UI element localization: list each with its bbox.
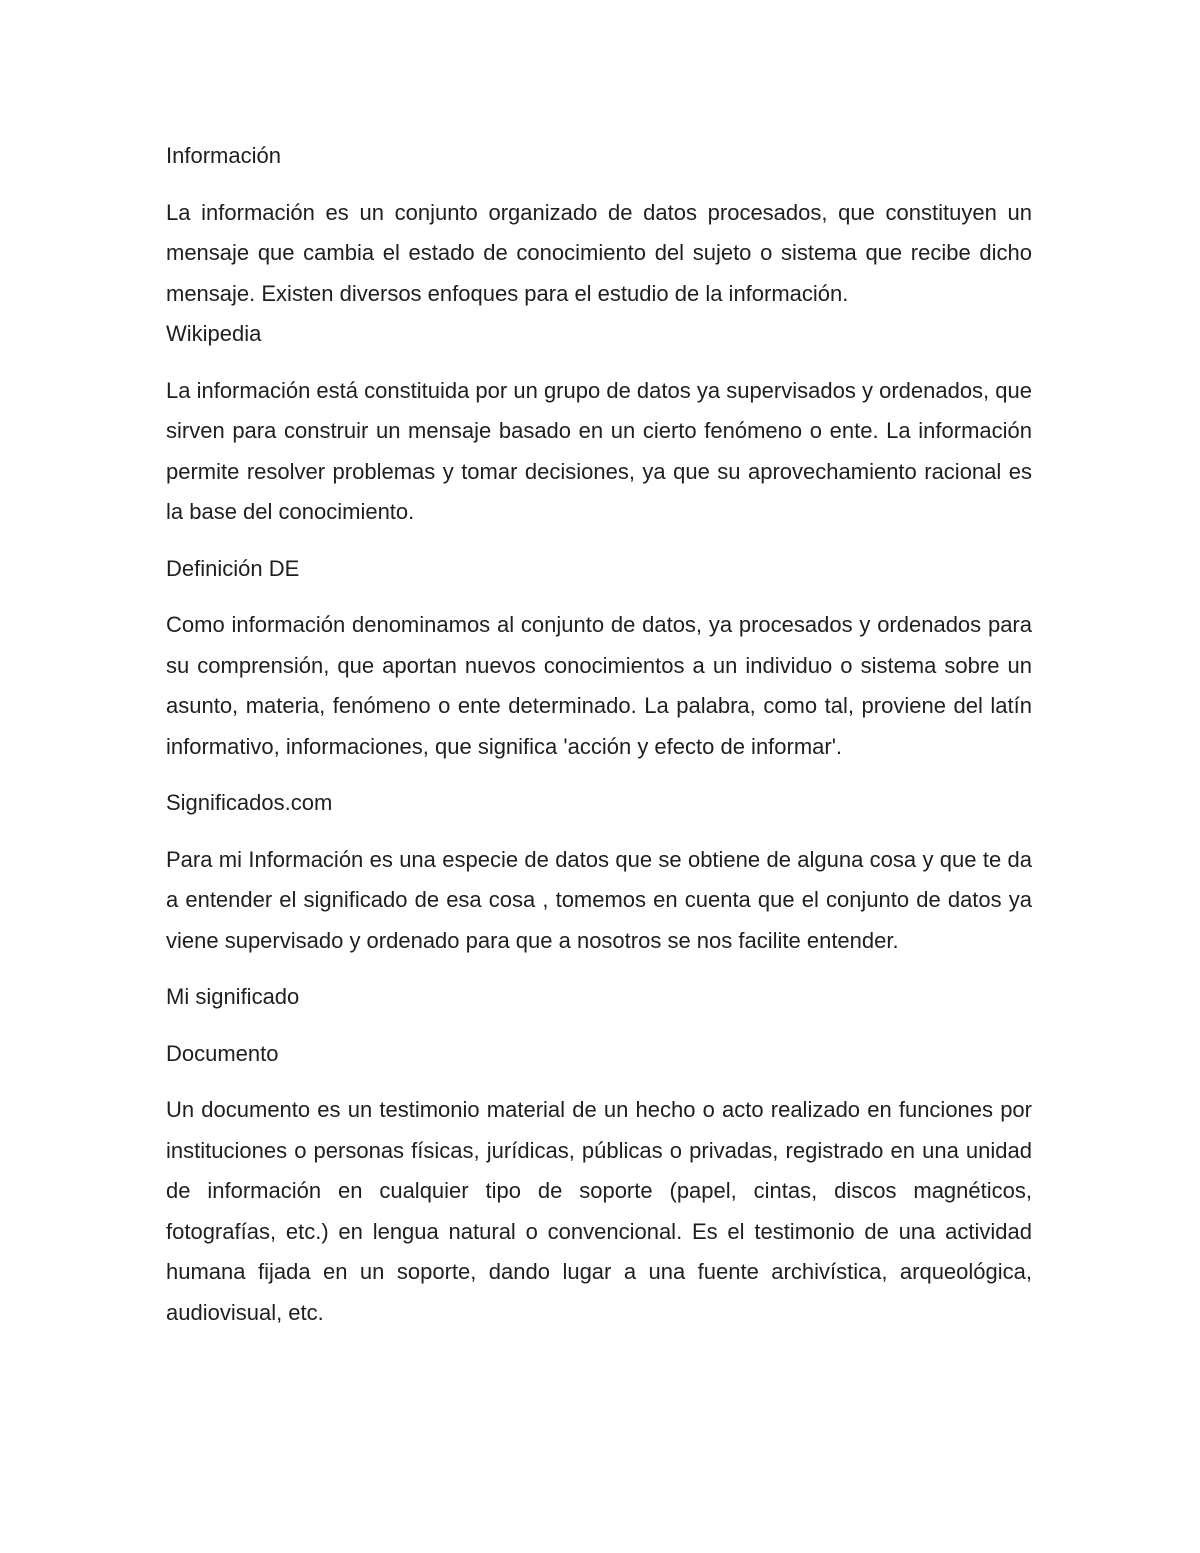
- source-definicion-de: Definición DE: [166, 555, 300, 581]
- heading-informacion: Información: [166, 143, 281, 168]
- paragraph-informacion-wikipedia: La información es un conjunto organizado de datos procesados, que constituyen un mensaje que cambia el estado de conocimiento del sujeto o sistema que recibe dicho mensaje. Existen diversos enfoques para el estudio de la información.: [166, 199, 1032, 306]
- paragraph-informacion-significados: Como información denominamos al conjunto de datos, ya procesados y ordenados para su comprensión, que aportan nuevos conocimientos a un individuo o sistema sobre un asunto, materia, fenómeno o ente determinado. La palabra, como tal, proviene del latín informativo, informaciones, que significa 'acción y efecto de informar'.: [166, 612, 1032, 759]
- paragraph-mi-significado: Para mi Información es una especie de datos que se obtiene de alguna cosa y que te da a entender el significado de esa cosa , tomemos en cuenta que el conjunto de datos ya viene supervisado y ordenado para que a nosotros se nos facilite entender.: [166, 846, 1032, 953]
- source-significados: Significados.com: [166, 790, 333, 815]
- source-mi-significado: Mi significado: [166, 984, 300, 1009]
- paragraph-informacion-definicion: La información está constituida por un grupo de datos ya supervisados y ordenados, que sirven para construir un mensaje basado en un cierto fenómeno o ente. La información permite resolver problemas y tomar decisiones, ya que su aprovechamiento racional es la base del conocimiento.: [166, 377, 1032, 524]
- heading-documento: Documento: [166, 1040, 279, 1066]
- document-body: [166, 136, 1032, 1349]
- paragraph-documento: Un documento es un testimonio material de un hecho o acto realizado en funciones por instituciones o personas físicas, jurídicas, públicas o privadas, registrado en una unidad de información en cualquier tipo de soporte (papel, cintas, discos magnéticos, fotografías, etc.) en lengua natural o convencional. Es el testimonio de una actividad humana fijada en un soporte, dando lugar a una fuente archivística, arqueológica, audiovisual, etc.: [166, 1097, 1032, 1325]
- source-wikipedia: Wikipedia: [166, 321, 262, 346]
